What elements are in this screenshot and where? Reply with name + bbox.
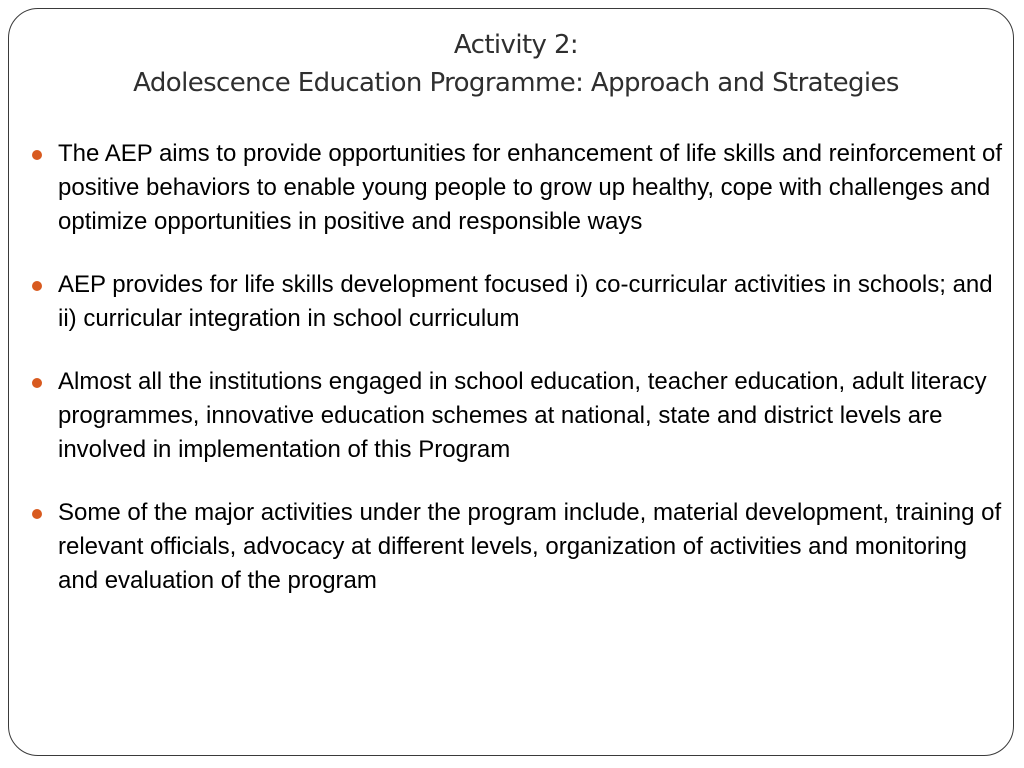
slide-title bbox=[40, 26, 992, 102]
bullet-text: Almost all the institutions engaged in school education, teacher education, adult literacy programmes, innovative education schemes at national, state and district levels are involved in implementation of this Program bbox=[58, 368, 987, 463]
bullet-item bbox=[30, 365, 1005, 467]
bullet-text: AEP provides for life skills development focused i) co-curricular activities in schools; and ii) curricular integration in school curriculum bbox=[58, 271, 993, 332]
bullet-text: Some of the major activities under the program include, material development, training of relevant officials, advocacy at different levels, organization of activities and monitoring and evaluation of the program bbox=[58, 499, 1002, 594]
bullet-item bbox=[30, 137, 1005, 239]
bullet-dot-icon bbox=[32, 281, 42, 291]
bullet-text: The AEP aims to provide opportunities for enhancement of life skills and reinforcement of positive behaviors to enable young people to grow up healthy, cope with challenges and optimize opportunities in positive and responsible ways bbox=[58, 140, 1003, 235]
title-line-2: Adolescence Education Programme: Approach and Strategies bbox=[133, 68, 899, 98]
bullet-dot-icon bbox=[32, 509, 42, 519]
bullet-dot-icon bbox=[32, 378, 42, 388]
bullet-item bbox=[30, 496, 1005, 598]
bullet-list bbox=[30, 137, 1005, 627]
bullet-dot-icon bbox=[32, 150, 42, 160]
bullet-item bbox=[30, 268, 1005, 336]
title-line-1: Activity 2: bbox=[453, 30, 579, 60]
